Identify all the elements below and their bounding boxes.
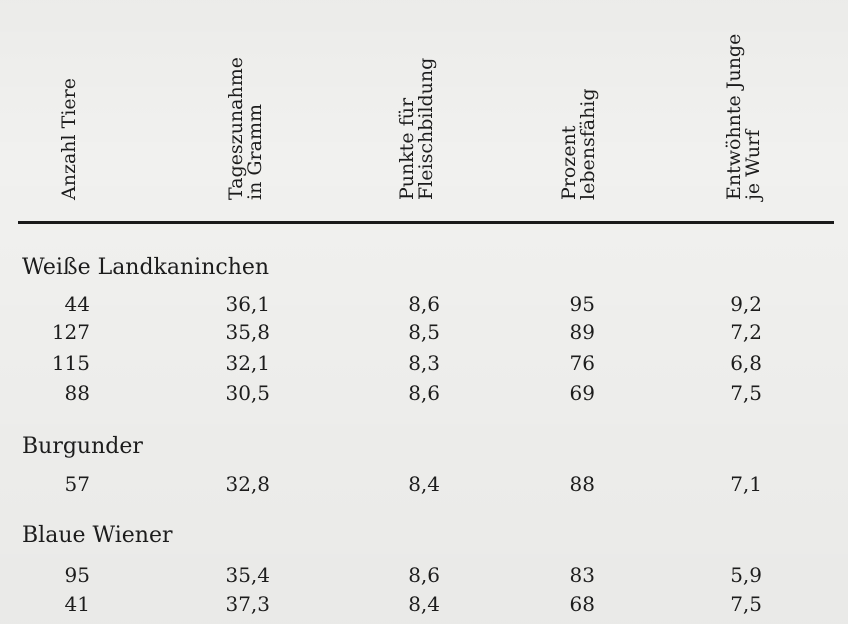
- cell-punkte: 8,5: [408, 320, 440, 344]
- cell-junge: 7,5: [730, 381, 762, 405]
- cell-anzahl: 44: [64, 292, 90, 316]
- cell-junge: 7,1: [730, 472, 762, 496]
- header-punkte-line-2: Fleischbildung: [415, 57, 437, 200]
- cell-anzahl: 115: [51, 351, 90, 375]
- cell-tageszunahme: 30,5: [225, 381, 270, 405]
- cell-prozent: 68: [569, 592, 595, 616]
- cell-anzahl: 41: [64, 592, 90, 616]
- header-entwoehnte-line-2: je Wurf: [742, 129, 764, 200]
- cell-prozent: 83: [569, 563, 595, 587]
- cell-punkte: 8,6: [408, 292, 440, 316]
- cell-prozent: 95: [569, 292, 595, 316]
- group-title-burgunder: Burgunder: [22, 434, 143, 459]
- cell-punkte: 8,6: [408, 563, 440, 587]
- cell-tageszunahme: 35,4: [225, 563, 270, 587]
- header-tageszunahme-line-1: Tageszunahme: [225, 57, 247, 200]
- cell-punkte: 8,4: [408, 472, 440, 496]
- cell-punkte: 8,3: [408, 351, 440, 375]
- header-anzahl-tiere-line-1: Anzahl Tiere: [58, 78, 80, 200]
- header-punkte-fleischbildung: [398, 20, 458, 200]
- cell-prozent: 89: [569, 320, 595, 344]
- cell-junge: 6,8: [730, 351, 762, 375]
- cell-punkte: 8,6: [408, 381, 440, 405]
- header-prozent-line-1: Prozent: [558, 125, 580, 200]
- group-title-weisse-landkaninchen: Weiße Landkaninchen: [22, 255, 270, 280]
- cell-punkte: 8,4: [408, 592, 440, 616]
- cell-junge: 7,5: [730, 592, 762, 616]
- cell-anzahl: 127: [51, 320, 90, 344]
- cell-junge: 5,9: [730, 563, 762, 587]
- header-prozent-lebensfaehig: [560, 20, 620, 200]
- cell-junge: 7,2: [730, 320, 762, 344]
- cell-anzahl: 95: [64, 563, 90, 587]
- cell-junge: 9,2: [730, 292, 762, 316]
- header-anzahl-tiere: [60, 20, 120, 200]
- cell-tageszunahme: 32,8: [225, 472, 270, 496]
- header-tageszunahme: [227, 20, 287, 200]
- cell-prozent: 69: [569, 381, 595, 405]
- header-entwoehnte-junge: [725, 20, 785, 200]
- header-entwoehnte-line-1: Entwöhnte Junge: [723, 33, 745, 200]
- cell-prozent: 88: [569, 472, 595, 496]
- cell-tageszunahme: 32,1: [225, 351, 270, 375]
- cell-prozent: 76: [569, 351, 595, 375]
- cell-tageszunahme: 35,8: [225, 320, 270, 344]
- header-rule: [18, 221, 834, 224]
- header-punkte-line-1: Punkte für: [396, 97, 418, 200]
- header-tageszunahme-line-2: in Gramm: [244, 104, 266, 200]
- cell-tageszunahme: 37,3: [225, 592, 270, 616]
- header-prozent-line-2: lebensfähig: [577, 88, 599, 200]
- group-title-blaue-wiener: Blaue Wiener: [22, 523, 173, 548]
- cell-tageszunahme: 36,1: [225, 292, 270, 316]
- cell-anzahl: 88: [64, 381, 90, 405]
- cell-anzahl: 57: [64, 472, 90, 496]
